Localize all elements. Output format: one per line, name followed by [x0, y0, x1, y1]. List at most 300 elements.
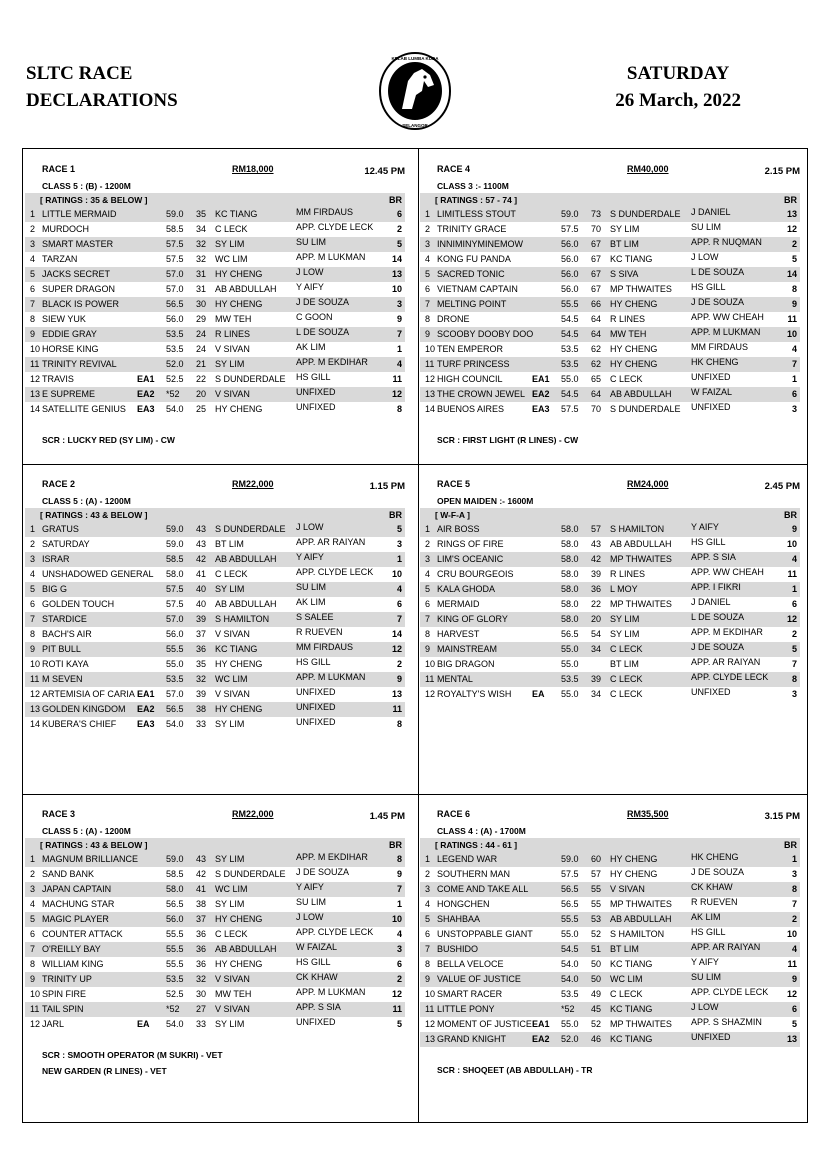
weight: 55.0 [561, 689, 579, 699]
barrier: 3 [791, 869, 797, 879]
table-row [420, 357, 800, 372]
race-purse: RM40,000 [627, 164, 669, 174]
column-divider [418, 149, 419, 1122]
trainer: HY CHENG [610, 359, 658, 369]
weight: 57.5 [561, 869, 579, 879]
entry-number: 10 [30, 659, 41, 669]
horse-name: SMART RACER [437, 989, 503, 999]
barrier: 13 [786, 209, 797, 219]
rating: 66 [591, 299, 602, 309]
rating: 45 [591, 1004, 602, 1014]
entry-number: 3 [425, 554, 431, 564]
header-title-line1: SLTC RACE [26, 63, 133, 84]
barrier: 2 [396, 224, 402, 234]
race-rating: [ W-F-A ] [435, 510, 470, 520]
rating: 43 [196, 854, 207, 864]
horse-name: LIMITLESS STOUT [437, 209, 516, 219]
barrier: 9 [791, 974, 797, 984]
race-name: RACE 6 [437, 809, 471, 819]
table-row [25, 702, 405, 717]
jockey: APP. AR RAIYAN [296, 537, 366, 547]
trainer: BT LIM [215, 539, 244, 549]
entry-number: 11 [30, 1004, 40, 1014]
entry-number: 6 [425, 284, 431, 294]
rating: 64 [591, 314, 602, 324]
race-class: CLASS 5 : (A) - 1200M [42, 826, 131, 836]
horse-name: STARDICE [42, 614, 87, 624]
entries-list [420, 207, 800, 417]
table-row [420, 942, 800, 957]
entry-number: 1 [30, 209, 36, 219]
table-row [420, 402, 800, 417]
barrier: 2 [396, 974, 402, 984]
trainer: HY CHENG [610, 299, 658, 309]
entry-number: 6 [425, 599, 431, 609]
entries-list [25, 207, 405, 417]
barrier: 7 [396, 884, 402, 894]
barrier: 11 [392, 704, 402, 714]
rating: 62 [591, 344, 602, 354]
entry-number: 6 [30, 599, 36, 609]
weight: 57.0 [166, 269, 184, 279]
weight: 59.0 [166, 854, 184, 864]
rating: 70 [591, 224, 602, 234]
logo-bottom-text: SELANGOR [402, 123, 428, 128]
weight: 55.0 [561, 1019, 579, 1029]
horse-name: SUPER DRAGON [42, 284, 116, 294]
jockey: HS GILL [296, 957, 331, 967]
table-row [25, 567, 405, 582]
horse-name: MOMENT OF JUSTICE [437, 1019, 532, 1029]
ea-flag: EA1 [532, 1019, 550, 1029]
barrier: 10 [786, 929, 797, 939]
trainer: C LECK [610, 644, 643, 654]
rating: 42 [196, 869, 207, 879]
entry-number: 10 [30, 344, 41, 354]
weight: 57.5 [166, 584, 184, 594]
rating: 39 [196, 614, 207, 624]
scratching-note: SCR : LUCKY RED (SY LIM) - CW [42, 435, 175, 445]
barrier: 10 [391, 569, 402, 579]
horse-name: SMART MASTER [42, 239, 114, 249]
trainer: AB ABDULLAH [215, 554, 277, 564]
race-name: RACE 1 [42, 164, 76, 174]
entries-list [420, 852, 800, 1047]
barrier: 7 [396, 329, 402, 339]
trainer: C LECK [610, 989, 643, 999]
horse-name: TRINITY GRACE [437, 224, 507, 234]
rating: 36 [196, 644, 207, 654]
barrier: 10 [786, 539, 797, 549]
table-row [25, 1017, 405, 1032]
table-row [25, 1002, 405, 1017]
weight: 56.5 [561, 629, 579, 639]
rating: 64 [591, 329, 602, 339]
trainer: HY CHENG [215, 959, 263, 969]
entry-number: 10 [425, 659, 436, 669]
rating: 35 [196, 209, 207, 219]
weight: 57.5 [561, 224, 579, 234]
jockey: APP. S SIA [691, 552, 736, 562]
trainer: S HAMILTON [215, 614, 270, 624]
rating: 38 [196, 899, 207, 909]
weight: 58.5 [166, 554, 184, 564]
race-block [25, 793, 405, 1108]
horse-name: TRINITY REVIVAL [42, 359, 117, 369]
horse-name: MAGIC PLAYER [42, 914, 109, 924]
trainer: S DUNDERDALE [610, 209, 681, 219]
barrier: 12 [786, 224, 797, 234]
barrier-header: BR [389, 840, 402, 850]
weight: 55.0 [561, 659, 579, 669]
entry-number: 12 [425, 689, 436, 699]
trainer: SY LIM [215, 1019, 245, 1029]
horse-name: SCOOBY DOOBY DOO [437, 329, 534, 339]
weight: 59.0 [166, 539, 184, 549]
rating: 36 [196, 944, 207, 954]
rating: 29 [196, 314, 207, 324]
rating: 65 [591, 374, 602, 384]
entry-number: 3 [30, 239, 36, 249]
trainer: S DUNDERDALE [215, 869, 286, 879]
barrier: 7 [791, 659, 797, 669]
rating: 35 [196, 659, 207, 669]
trainer: V SIVAN [215, 389, 250, 399]
weight: 58.0 [561, 614, 579, 624]
barrier: 1 [791, 584, 797, 594]
barrier: 1 [791, 374, 797, 384]
jockey: HS GILL [691, 282, 726, 292]
rating: 43 [196, 539, 207, 549]
weight: 53.5 [166, 329, 184, 339]
barrier: 9 [396, 314, 402, 324]
trainer: KC TIANG [215, 209, 258, 219]
jockey: R RUEVEN [296, 627, 343, 637]
barrier: 1 [396, 899, 402, 909]
barrier: 3 [396, 944, 402, 954]
scratching-note: SCR : SMOOTH OPERATOR (M SUKRI) - VET [42, 1050, 223, 1060]
entry-number: 1 [30, 524, 36, 534]
table-row [25, 537, 405, 552]
horse-name: JAPAN CAPTAIN [42, 884, 112, 894]
entry-number: 11 [425, 674, 435, 684]
jockey: APP. AR RAIYAN [691, 942, 761, 952]
trainer: V SIVAN [215, 629, 250, 639]
barrier: 11 [787, 959, 797, 969]
barrier: 7 [396, 614, 402, 624]
rating: 43 [196, 524, 207, 534]
rating: 24 [196, 344, 207, 354]
scratching-note: SCR : SHOQEET (AB ABDULLAH) - TR [437, 1065, 593, 1075]
entry-number: 12 [30, 1019, 41, 1029]
rating: 60 [591, 854, 602, 864]
jockey: J DANIEL [691, 597, 731, 607]
trainer: R LINES [610, 569, 646, 579]
jockey: SU LIM [691, 222, 722, 232]
entry-number: 4 [30, 569, 36, 579]
horse-name: SIEW YUK [42, 314, 86, 324]
weight: 55.0 [561, 374, 579, 384]
race-name: RACE 4 [437, 164, 471, 174]
entry-number: 11 [30, 674, 40, 684]
weight: 57.5 [561, 404, 579, 414]
trainer: MP THWAITES [610, 599, 672, 609]
trainer: HY CHENG [215, 914, 263, 924]
horse-name: COUNTER ATTACK [42, 929, 123, 939]
club-logo-icon [378, 51, 452, 131]
trainer: V SIVAN [215, 1004, 250, 1014]
jockey: Y AIFY [691, 957, 719, 967]
weight: 54.0 [561, 959, 579, 969]
weight: 54.0 [166, 719, 184, 729]
weight: 58.0 [561, 584, 579, 594]
jockey: AK LIM [691, 912, 721, 922]
jockey: APP. M LUKMAN [296, 987, 366, 997]
barrier: 6 [791, 599, 797, 609]
trainer: V SIVAN [610, 884, 645, 894]
horse-name: HORSE KING [42, 344, 99, 354]
trainer: WC LIM [215, 884, 248, 894]
jockey: CK KHAW [691, 882, 733, 892]
weight: 56.0 [166, 314, 184, 324]
rating: 67 [591, 284, 602, 294]
weight: 58.5 [166, 224, 184, 234]
trainer: BT LIM [610, 239, 639, 249]
horse-name: INNIMINYMINEMOW [437, 239, 523, 249]
weight: 52.0 [166, 359, 184, 369]
horse-name: VIETNAM CAPTAIN [437, 284, 518, 294]
entry-number: 13 [30, 704, 41, 714]
jockey: J DE SOUZA [691, 642, 745, 652]
horse-name: TARZAN [42, 254, 78, 264]
weight: 53.5 [166, 674, 184, 684]
barrier: 11 [787, 569, 797, 579]
table-row [420, 567, 800, 582]
rating: 36 [591, 584, 602, 594]
entry-number: 6 [30, 284, 36, 294]
table-row [420, 372, 800, 387]
jockey: SU LIM [691, 972, 722, 982]
entry-number: 9 [30, 329, 36, 339]
ea-flag: EA2 [532, 389, 550, 399]
race-block [25, 148, 405, 463]
horse-name: BIG G [42, 584, 68, 594]
horse-name: KALA GHODA [437, 584, 496, 594]
barrier: 11 [787, 314, 797, 324]
rating: 36 [196, 959, 207, 969]
trainer: AB ABDULLAH [610, 914, 672, 924]
table-row [25, 582, 405, 597]
barrier: 7 [791, 899, 797, 909]
rating: 40 [196, 584, 207, 594]
weight: 54.5 [561, 314, 579, 324]
race-block [420, 463, 800, 778]
jockey: R RUEVEN [691, 897, 738, 907]
entry-number: 3 [425, 884, 431, 894]
table-row [25, 612, 405, 627]
entry-number: 9 [30, 974, 36, 984]
barrier: 13 [786, 1034, 797, 1044]
table-row [420, 672, 800, 687]
jockey: HS GILL [691, 537, 726, 547]
barrier: 10 [786, 329, 797, 339]
rating: 22 [591, 599, 602, 609]
horse-name: KUBERA'S CHIEF [42, 719, 117, 729]
horse-name: ROTI KAYA [42, 659, 89, 669]
table-row [25, 597, 405, 612]
entry-number: 1 [425, 854, 431, 864]
horse-name: HONGCHEN [437, 899, 490, 909]
entry-number: 11 [30, 359, 40, 369]
weight: 56.5 [166, 704, 184, 714]
table-row [420, 897, 800, 912]
table-row [420, 582, 800, 597]
horse-name: UNSHADOWED GENERAL [42, 569, 154, 579]
entry-number: 10 [425, 344, 436, 354]
barrier: 4 [396, 359, 402, 369]
horse-name: MENTAL [437, 674, 473, 684]
barrier: 6 [396, 599, 402, 609]
horse-name: LIM'S OCEANIC [437, 554, 504, 564]
race-class: CLASS 4 : (A) - 1700M [437, 826, 526, 836]
entry-number: 14 [30, 404, 41, 414]
entry-number: 2 [30, 539, 36, 549]
rating: 52 [591, 1019, 602, 1029]
trainer: C LECK [610, 374, 643, 384]
entry-number: 3 [30, 554, 36, 564]
scratching-note: NEW GARDEN (R LINES) - VET [42, 1066, 167, 1076]
horse-name: SPIN FIRE [42, 989, 87, 999]
trainer: MP THWAITES [610, 284, 672, 294]
trainer: HY CHENG [215, 659, 263, 669]
rating: 54 [591, 629, 602, 639]
jockey: J DE SOUZA [691, 867, 745, 877]
barrier: 6 [396, 959, 402, 969]
page-header-right [615, 60, 741, 114]
rating: 30 [196, 299, 207, 309]
horse-name: ROYALTY'S WISH [437, 689, 512, 699]
rating: 36 [196, 929, 207, 939]
jockey: UNFIXED [296, 402, 336, 412]
weight: 58.0 [561, 524, 579, 534]
trainer: MP THWAITES [610, 899, 672, 909]
jockey: APP. M LUKMAN [691, 327, 761, 337]
weight: 53.5 [561, 989, 579, 999]
race-block [420, 793, 800, 1108]
jockey: UNFIXED [296, 687, 336, 697]
weight: 54.5 [561, 389, 579, 399]
horse-name: HARVEST [437, 629, 480, 639]
weight: 56.5 [166, 899, 184, 909]
horse-name: GRATUS [42, 524, 79, 534]
entry-number: 13 [425, 1034, 436, 1044]
barrier: 12 [786, 989, 797, 999]
table-row [420, 957, 800, 972]
jockey: APP. M EKDIHAR [691, 627, 763, 637]
race-rating: [ RATINGS : 43 & BELOW ] [40, 840, 148, 850]
jockey: MM FIRDAUS [296, 207, 353, 217]
table-row [420, 912, 800, 927]
jockey: APP. M EKDIHAR [296, 357, 368, 367]
trainer: WC LIM [215, 674, 248, 684]
race-time: 3.15 PM [764, 811, 800, 822]
race-class: OPEN MAIDEN :- 1600M [437, 496, 534, 506]
entry-number: 9 [425, 974, 431, 984]
race-purse: RM22,000 [232, 479, 274, 489]
rating: 31 [196, 284, 207, 294]
weight: 57.5 [166, 239, 184, 249]
race-time: 1.15 PM [369, 481, 405, 492]
entry-number: 12 [30, 374, 41, 384]
barrier: 9 [396, 674, 402, 684]
rating: 46 [591, 1034, 602, 1044]
horse-name: UNSTOPPABLE GIANT [437, 929, 533, 939]
table-row [420, 237, 800, 252]
jockey: UNFIXED [296, 717, 336, 727]
jockey: J DANIEL [691, 207, 731, 217]
jockey: APP. M EKDIHAR [296, 852, 368, 862]
horse-name: SATURDAY [42, 539, 90, 549]
barrier: 8 [791, 674, 797, 684]
entry-number: 4 [425, 254, 431, 264]
entry-number: 7 [425, 614, 431, 624]
jockey: Y AIFY [296, 552, 324, 562]
table-row [25, 672, 405, 687]
horse-name: TRINITY UP [42, 974, 92, 984]
table-row [25, 267, 405, 282]
rating: 67 [591, 254, 602, 264]
table-row [25, 357, 405, 372]
table-row [420, 537, 800, 552]
trainer: C LECK [215, 569, 248, 579]
trainer: AB ABDULLAH [215, 284, 277, 294]
trainer: MW TEH [215, 314, 252, 324]
barrier: 14 [391, 629, 402, 639]
horse-name: ISRAR [42, 554, 70, 564]
entry-number: 3 [425, 239, 431, 249]
table-row [420, 1032, 800, 1047]
entry-number: 12 [30, 689, 41, 699]
trainer: S DUNDERDALE [610, 404, 681, 414]
horse-name: JACKS SECRET [42, 269, 111, 279]
jockey: UNFIXED [296, 1017, 336, 1027]
horse-name: CRU BOURGEOIS [437, 569, 514, 579]
barrier: 2 [791, 914, 797, 924]
weight: 52.5 [166, 374, 184, 384]
jockey: UNFIXED [296, 387, 336, 397]
trainer: HY CHENG [610, 869, 658, 879]
table-row [25, 687, 405, 702]
entry-number: 8 [30, 959, 36, 969]
rating: 37 [196, 629, 207, 639]
trainer: BT LIM [610, 659, 639, 669]
rating: 43 [591, 539, 602, 549]
weight: 56.5 [166, 299, 184, 309]
trainer: KC TIANG [610, 959, 653, 969]
jockey: Y AIFY [296, 282, 324, 292]
ea-flag: EA [532, 689, 545, 699]
jockey: SU LIM [296, 897, 327, 907]
entry-number: 12 [425, 374, 436, 384]
race-rating: [ RATINGS : 43 & BELOW ] [40, 510, 148, 520]
ea-flag: EA1 [137, 374, 155, 384]
table-row [25, 927, 405, 942]
horse-name: JARL [42, 1019, 65, 1029]
rating: 21 [196, 359, 207, 369]
barrier: 5 [791, 1019, 797, 1029]
horse-name: MERMAID [437, 599, 480, 609]
jockey: APP. AR RAIYAN [691, 657, 761, 667]
